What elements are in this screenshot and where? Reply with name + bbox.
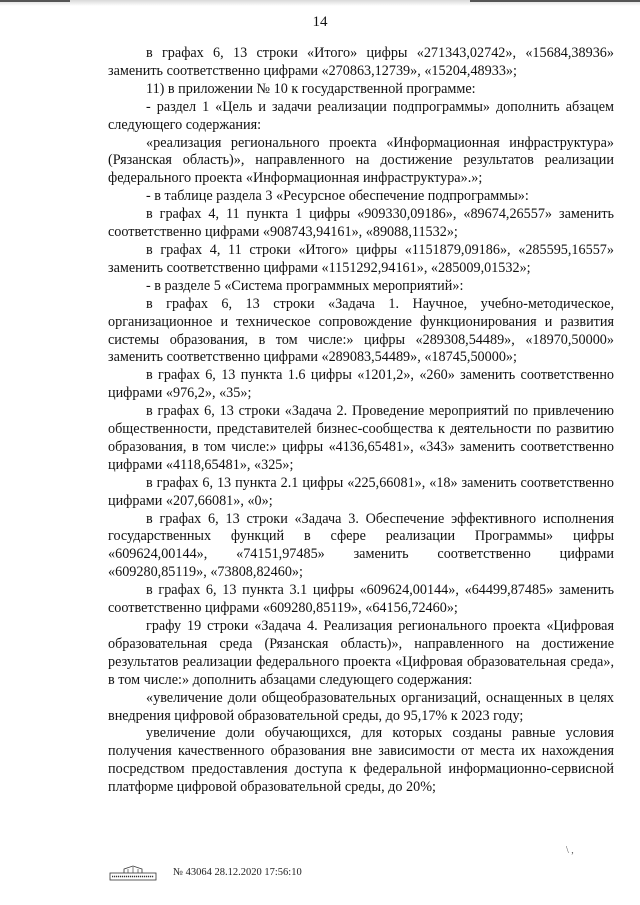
paragraph: в графах 6, 13 строки «Итого» цифры «271343,02742», «15684,38936» заменить соответственно цифрами «270863,12739», «15204,48933»; (108, 45, 614, 79)
paragraph: увеличение доли обучающихся, для которых созданы равные условия получения качественного образования вне зависимости от места их нахождения посредством предоставления доступа к федеральной информационно-сервисной платформе цифровой образовательной среды, до 20%; (108, 725, 614, 796)
paragraph: в графах 4, 11 строки «Итого» цифры «1151879,09186», «285595,16557» заменить соответственно цифрами «1151292,94161», «285009,01532»; (108, 241, 614, 276)
scan-artifact (470, 0, 640, 2)
page-number: 14 (312, 14, 328, 30)
paragraph: графу 19 строки «Задача 4. Реализация регионального проекта «Цифровая образовательная среда (Рязанская область)», направленного на достижение результатов реализации федерального проекта «Цифровая образовательная среда», в том числе:» дополнить абзацами следующего содержания: (108, 618, 614, 688)
paragraph: в графах 6, 13 строки «Задача 1. Научное, учебно-методическое, организационное и техническое сопровождение функционирования и развития системы образования, в том числе:» цифры «289308,54489», «18970,50000» заменить соответственно цифрами «289083,54489», «18745,50000»; (108, 295, 614, 366)
paragraph: - раздел 1 «Цель и задачи реализации подпрограммы» дополнить абзацем следующего содержания: (108, 98, 614, 133)
paragraph: «увеличение доли общеобразовательных организаций, оснащенных в целях внедрения цифровой образовательной среды, до 95,17% к 2023 году; (108, 689, 614, 724)
paragraph: «реализация регионального проекта «Информационная инфраструктура» (Рязанская область)», направленного на достижение результатов реализации федерального проекта «Информационная инфраструктура».»; (108, 134, 614, 187)
scan-artifact (0, 0, 70, 2)
paragraph: в графах 6, 13 строки «Задача 2. Проведение мероприятий по привлечению общественности, представителей бизнес-сообщества к деятельности по развитию образования, в том числе:» цифры «4136,65481», «343» заменить соответственно цифрами «4118,65481», «325»; (108, 403, 614, 473)
document-registration-number: № 43064 28.12.2020 17:56:10 (173, 867, 302, 878)
printing-office-stamp-icon (108, 865, 158, 882)
paragraph: - в разделе 5 «Система программных мероприятий»: (146, 277, 464, 294)
paragraph: в графах 6, 13 пункта 1.6 цифры «1201,2», «260» заменить соответственно цифрами «976,2», «35»; (108, 367, 614, 402)
paragraph: в графах 6, 13 строки «Задача 3. Обеспечение эффективного исполнения государственных функций в сфере реализации Программы» цифры «609624,00144», «74151,97485» заменить соответственно цифрами «609280,85119», «73808,82460»; (108, 510, 614, 581)
paragraph: в графах 4, 11 пункта 1 цифры «909330,09186», «89674,26557» заменить соответственно цифрами «908743,94161», «89088,11532»; (108, 206, 614, 241)
paragraph: - в таблице раздела 3 «Ресурсное обеспечение подпрограммы»: (146, 188, 529, 205)
document-body (108, 45, 614, 797)
paragraph: в графах 6, 13 пункта 3.1 цифры «609624,00144», «64499,87485» заменить соответственно цифрами «609280,85119», «64156,72460»; (108, 582, 614, 617)
paragraph: 11) в приложении № 10 к государственной программе: (146, 80, 476, 97)
paragraph: в графах 6, 13 пункта 2.1 цифры «225,66081», «18» заменить соответственно цифрами «207,66081», «0»; (108, 474, 614, 509)
scan-marks: \ , (566, 845, 574, 856)
